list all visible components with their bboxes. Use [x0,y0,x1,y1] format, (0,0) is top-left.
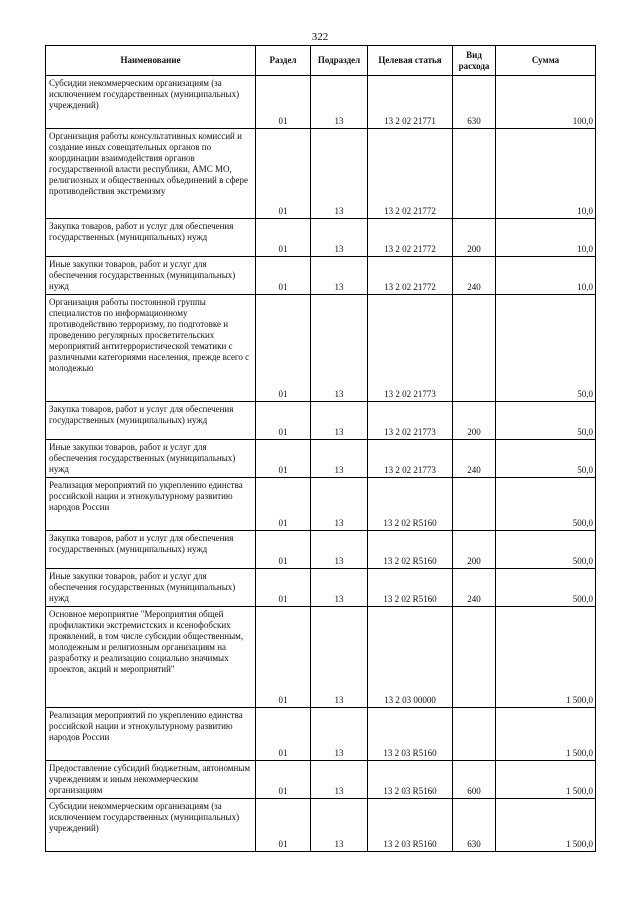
cell-name: Субсидии некоммерческим организациям (за исключением государственных (муниципальных) учреждений) [46,799,256,852]
cell-amount: 500,0 [496,569,596,607]
table-header-row [46,46,596,76]
budget-table [45,45,596,852]
cell-subsection: 13 [311,257,368,295]
table-row [46,569,596,607]
cell-name: Организация работы консультативных комиссий и создание иных совещательных органов по координации взаимодействия органов государственной власти республики, АМС МО, религиозных и общественных объединений в сфере противодействия экстремизму [46,129,256,219]
cell-section: 01 [256,607,311,708]
cell-amount: 50,0 [496,402,596,440]
table-row [46,761,596,799]
cell-type: 630 [453,76,496,129]
cell-target: 13 2 02 21772 [368,257,453,295]
table-row [46,257,596,295]
header-section: Раздел [256,46,311,76]
cell-subsection: 13 [311,219,368,257]
cell-subsection: 13 [311,76,368,129]
cell-amount: 10,0 [496,219,596,257]
cell-type [453,478,496,531]
header-type: Вид расхода [453,46,496,76]
cell-name: Закупка товаров, работ и услуг для обеспечения государственных (муниципальных) нужд [46,402,256,440]
table-row [46,708,596,761]
cell-subsection: 13 [311,440,368,478]
cell-section: 01 [256,569,311,607]
cell-name: Иные закупки товаров, работ и услуг для обеспечения государственных (муниципальных) нужд [46,440,256,478]
cell-name: Иные закупки товаров, работ и услуг для обеспечения государственных (муниципальных) нужд [46,569,256,607]
cell-type [453,129,496,219]
table-row [46,478,596,531]
cell-target: 13 2 02 21771 [368,76,453,129]
cell-amount: 1 500,0 [496,607,596,708]
cell-section: 01 [256,531,311,569]
cell-type: 240 [453,569,496,607]
cell-type: 200 [453,402,496,440]
cell-type: 630 [453,799,496,852]
cell-section: 01 [256,129,311,219]
cell-amount: 500,0 [496,531,596,569]
cell-target: 13 2 02 R5160 [368,569,453,607]
table-row [46,219,596,257]
cell-subsection: 13 [311,569,368,607]
cell-type: 240 [453,257,496,295]
cell-amount: 100,0 [496,76,596,129]
cell-section: 01 [256,708,311,761]
cell-name: Реализация мероприятий по укреплению единства российской нации и этнокультурному развитию народов России [46,478,256,531]
cell-subsection: 13 [311,295,368,402]
table-row [46,129,596,219]
header-amount: Сумма [496,46,596,76]
cell-target: 13 2 02 R5160 [368,478,453,531]
table-row [46,76,596,129]
cell-section: 01 [256,295,311,402]
table-row [46,799,596,852]
cell-amount: 10,0 [496,257,596,295]
cell-subsection: 13 [311,607,368,708]
header-target: Целевая статья [368,46,453,76]
cell-name: Предоставление субсидий бюджетным, автономным учреждениям и иным некоммерческим организациям [46,761,256,799]
cell-name: Закупка товаров, работ и услуг для обеспечения государственных (муниципальных) нужд [46,531,256,569]
cell-amount: 50,0 [496,295,596,402]
cell-subsection: 13 [311,531,368,569]
cell-subsection: 13 [311,402,368,440]
cell-name: Иные закупки товаров, работ и услуг для обеспечения государственных (муниципальных) нужд [46,257,256,295]
cell-amount: 1 500,0 [496,708,596,761]
cell-target: 13 2 03 R5160 [368,799,453,852]
cell-target: 13 2 02 21773 [368,402,453,440]
cell-type [453,708,496,761]
cell-subsection: 13 [311,478,368,531]
cell-section: 01 [256,440,311,478]
cell-type: 240 [453,440,496,478]
cell-subsection: 13 [311,761,368,799]
table-row [46,607,596,708]
cell-type [453,295,496,402]
cell-section: 01 [256,76,311,129]
cell-target: 13 2 02 21772 [368,219,453,257]
cell-name: Основное мероприятие "Мероприятия общей профилактики экстремистских и ксенофобских проявлений, в том числе субсидии общественным, молодежным и религиозным организациям на разработку и реализацию социально значимых проектов, акций и мероприятий" [46,607,256,708]
cell-section: 01 [256,219,311,257]
cell-name: Организация работы постоянной группы специалистов по информационному противодействию терроризму, по подготовке и проведению регулярных просветительских мероприятий антитеррористической тематики с различными категориями населения, прежде всего с молодежью [46,295,256,402]
cell-subsection: 13 [311,799,368,852]
cell-type: 200 [453,531,496,569]
cell-subsection: 13 [311,129,368,219]
cell-target: 13 2 02 R5160 [368,531,453,569]
table-row [46,295,596,402]
cell-target: 13 2 03 R5160 [368,761,453,799]
cell-target: 13 2 03 00000 [368,607,453,708]
cell-amount: 1 500,0 [496,799,596,852]
cell-section: 01 [256,257,311,295]
cell-target: 13 2 03 R5160 [368,708,453,761]
cell-name: Субсидии некоммерческим организациям (за исключением государственных (муниципальных) учреждений) [46,76,256,129]
cell-name: Реализация мероприятий по укреплению единства российской нации и этнокультурному развитию народов России [46,708,256,761]
cell-amount: 50,0 [496,440,596,478]
header-name: Наименование [46,46,256,76]
table-row [46,531,596,569]
header-subsection: Подраздел [311,46,368,76]
cell-section: 01 [256,478,311,531]
page-number: 322 [311,31,329,43]
cell-amount: 10,0 [496,129,596,219]
cell-section: 01 [256,799,311,852]
cell-section: 01 [256,761,311,799]
cell-name: Закупка товаров, работ и услуг для обеспечения государственных (муниципальных) нужд [46,219,256,257]
cell-subsection: 13 [311,708,368,761]
cell-target: 13 2 02 21773 [368,440,453,478]
table-row [46,402,596,440]
cell-target: 13 2 02 21773 [368,295,453,402]
cell-target: 13 2 02 21772 [368,129,453,219]
cell-section: 01 [256,402,311,440]
cell-type [453,607,496,708]
cell-type: 200 [453,219,496,257]
cell-type: 600 [453,761,496,799]
table-row [46,440,596,478]
cell-amount: 500,0 [496,478,596,531]
cell-amount: 1 500,0 [496,761,596,799]
